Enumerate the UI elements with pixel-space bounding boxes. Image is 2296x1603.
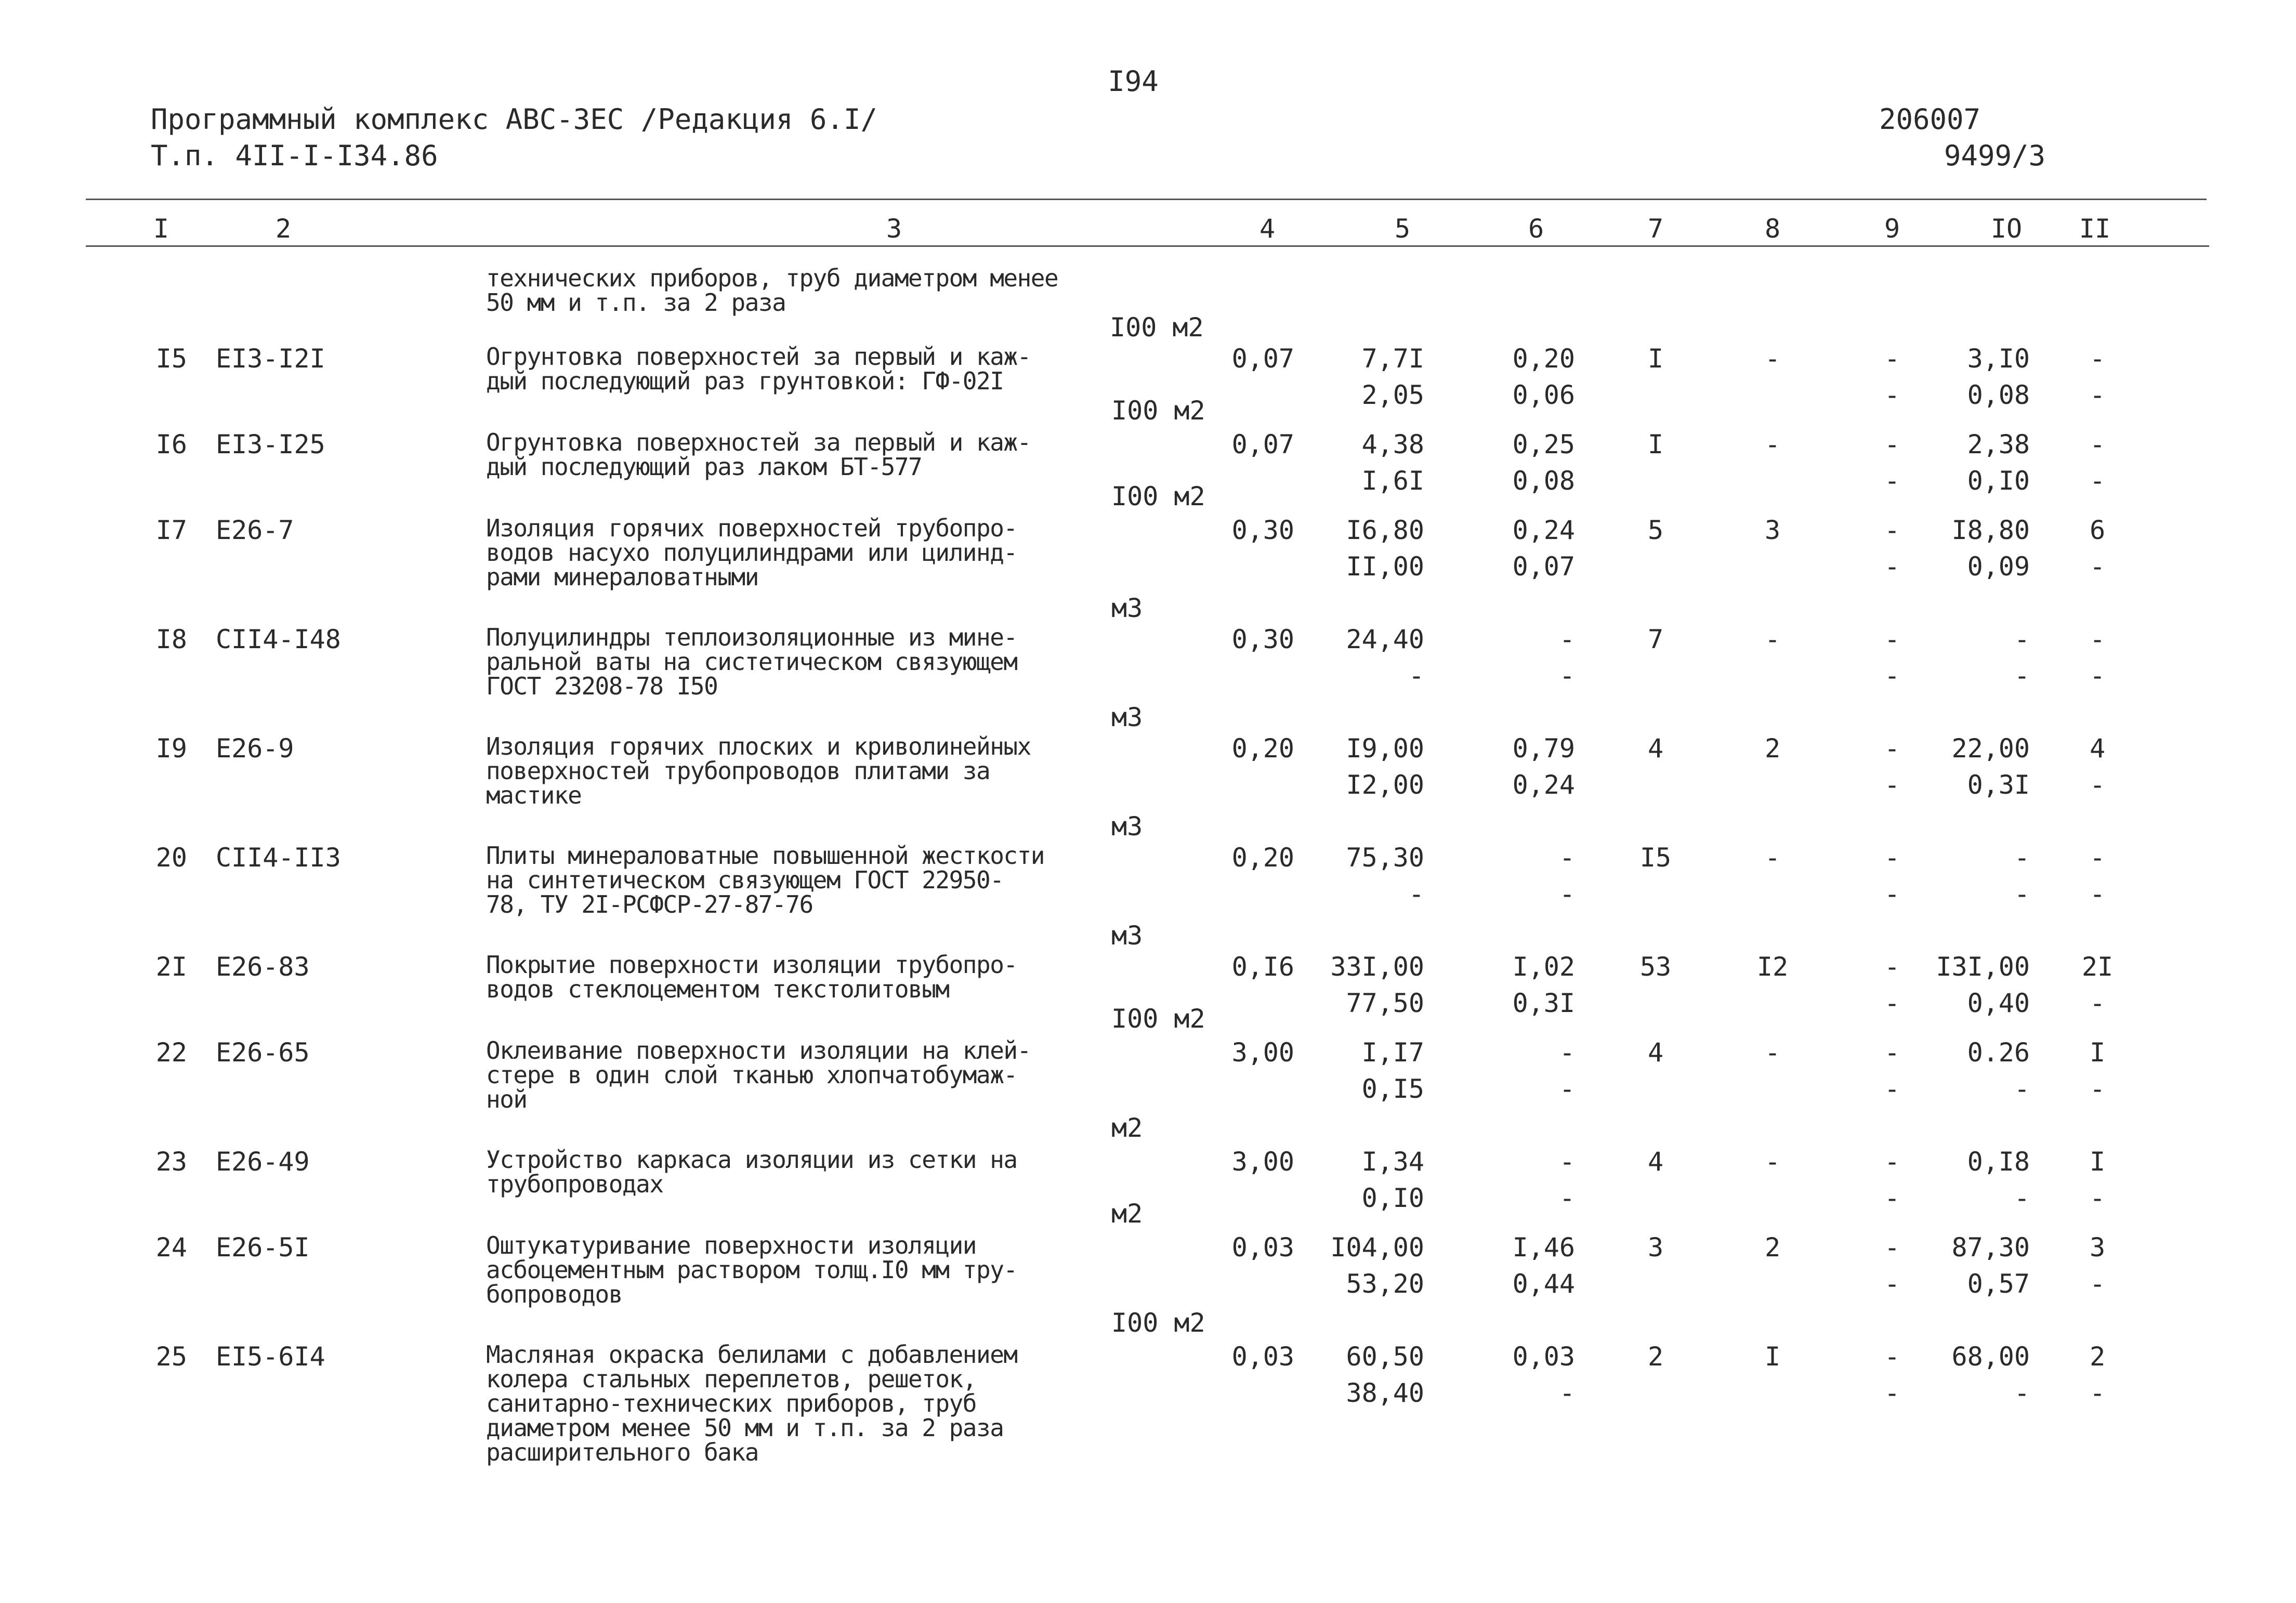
cell-col11-line2: - (2089, 551, 2106, 582)
header-rule-bottom (86, 245, 2209, 247)
cell-col7: I (1647, 429, 1664, 459)
cell-col11-line2: - (2089, 1378, 2106, 1408)
cell-col5-line2: I2,00 (1346, 770, 1424, 800)
cell-col5-line2: 0,I0 (1361, 1183, 1424, 1213)
row-unit: I00 м2 (1111, 1308, 1205, 1338)
cell-col9-line1: - (1884, 429, 1900, 459)
cell-col6-line1: - (1559, 624, 1575, 654)
cell-col6-line2: - (1559, 1378, 1575, 1408)
cell-col5-line1: 24,40 (1346, 624, 1424, 654)
cell-col11-line1: - (2089, 429, 2106, 459)
cell-col9-line2: - (1884, 1074, 1900, 1104)
cell-col5-line1: 75,30 (1346, 843, 1424, 873)
row-unit: м2 (1111, 1199, 1143, 1229)
row-description: Полуцилиндры теплоизоляционные из мине- ральной ваты на систетическом связующем ГОСТ 23208-78 I50 (486, 623, 1017, 700)
cell-col5-line2: 0,I5 (1361, 1074, 1424, 1104)
cell-col5-line2: - (1408, 879, 1424, 909)
cell-col10-line1: I8,80 (1951, 515, 2030, 545)
row-number: 24 (155, 1232, 187, 1263)
cell-col11-line2: - (2089, 661, 2106, 691)
row-number: I6 (155, 429, 187, 459)
cell-col6-line1: - (1559, 843, 1575, 873)
project-line: Т.п. 4II-I-I34.86 (151, 139, 438, 172)
cell-col11-line1: 2I (2081, 952, 2114, 982)
cell-col8: - (1764, 344, 1781, 374)
cell-col11-line2: - (2089, 879, 2106, 909)
column-header-3: 3 (886, 214, 902, 244)
column-header-2: 2 (275, 214, 292, 244)
cell-col5-line2: - (1408, 661, 1424, 691)
cell-col7: 3 (1647, 1232, 1664, 1263)
column-header-10: IO (1990, 214, 2023, 244)
row-description: Изоляция горячих поверхностей трубопро- водов насухо полуцилиндрами или цилинд- рами минераловатными (486, 514, 1017, 591)
row-description: Плиты минераловатные повышенной жесткости на синтетическом связующем ГОСТ 22950- 78, ТУ 2I-РСФСР-27-87-76 (486, 842, 1044, 918)
cell-col9-line2: - (1884, 1183, 1900, 1213)
cell-col5-line2: 77,50 (1346, 988, 1424, 1018)
cell-col11-line1: - (2089, 843, 2106, 873)
cell-col7: 5 (1647, 515, 1664, 545)
cell-col8: - (1764, 429, 1781, 459)
cell-col6-line1: - (1559, 1147, 1575, 1177)
doc-code: 206007 (1879, 103, 1981, 136)
cell-col6-line1: - (1559, 1037, 1575, 1068)
cell-col8: 2 (1764, 733, 1781, 764)
cell-col7: I (1647, 344, 1664, 374)
cell-col4: 3,00 (1231, 1037, 1294, 1068)
row-code: E26-5I (216, 1232, 310, 1263)
cell-col9-line2: - (1884, 879, 1900, 909)
row-code: E26-65 (216, 1037, 310, 1068)
cell-col4: 3,00 (1231, 1147, 1294, 1177)
row-description: Масляная окраска белилами с добавлением колера стальных переплетов, решеток, санитарно-технических приборов, труб диаметром менее 50 мм и т.п. за 2 раза расширительного бака (486, 1341, 1017, 1466)
cell-col10-line2: 0,40 (1967, 988, 2030, 1018)
cell-col9-line1: - (1884, 733, 1900, 764)
column-header-9: 9 (1884, 214, 1900, 244)
cell-col6-line2: 0,06 (1512, 380, 1575, 410)
cell-col10-line2: - (2014, 1074, 2030, 1104)
row-code: E26-9 (216, 733, 294, 764)
cell-col5-line2: II,00 (1346, 551, 1424, 582)
row-unit: м3 (1111, 921, 1143, 951)
cell-col5-line1: 60,50 (1346, 1342, 1424, 1372)
row-number: 23 (155, 1147, 187, 1177)
cell-col10-line1: 2,38 (1967, 429, 2030, 459)
cell-col9-line1: - (1884, 952, 1900, 982)
cell-col4: 0,07 (1231, 429, 1294, 459)
row-unit: м2 (1111, 1113, 1143, 1143)
cell-col4: 0,30 (1231, 515, 1294, 545)
cell-col10-line2: 0,3I (1967, 770, 2030, 800)
row-description: Устройство каркаса изоляции из сетки на трубопроводах (486, 1146, 1017, 1198)
cell-col9-line1: - (1884, 344, 1900, 374)
cell-col6-line1: I,46 (1512, 1232, 1575, 1263)
sheet-code: 9499/3 (1944, 139, 2045, 172)
cell-col8: I (1764, 1342, 1781, 1372)
cell-col7: 4 (1647, 1147, 1664, 1177)
cell-col11-line2: - (2089, 988, 2106, 1018)
cell-col5-line1: I,I7 (1361, 1037, 1424, 1068)
cell-col6-line2: - (1559, 1183, 1575, 1213)
cell-col10-line1: 87,30 (1951, 1232, 2030, 1263)
cell-col11-line2: - (2089, 1074, 2106, 1104)
cell-col6-line2: - (1559, 1074, 1575, 1104)
row-unit: м3 (1111, 593, 1143, 623)
row-code: CII4-I48 (216, 624, 341, 654)
row-unit: I00 м2 (1111, 1004, 1205, 1034)
cell-col4: 0,20 (1231, 733, 1294, 764)
cell-col10-line1: 22,00 (1951, 733, 2030, 764)
cell-col4: 0,I6 (1231, 952, 1294, 982)
cell-col5-line1: 4,38 (1361, 429, 1424, 459)
cell-col10-line2: - (2014, 661, 2030, 691)
cell-col10-line1: - (2014, 624, 2030, 654)
cell-col5-line2: 38,40 (1346, 1378, 1424, 1408)
cell-col6-line2: 0,08 (1512, 466, 1575, 496)
row-number: I7 (155, 515, 187, 545)
cell-col10-line2: - (2014, 1378, 2030, 1408)
cell-col9-line1: - (1884, 1037, 1900, 1068)
row-code: EI5-6I4 (216, 1342, 325, 1372)
cell-col7: I5 (1639, 843, 1672, 873)
cell-col4: 0,03 (1231, 1232, 1294, 1263)
cell-col6-line1: I,02 (1512, 952, 1575, 982)
cell-col7: 2 (1647, 1342, 1664, 1372)
cell-col11-line1: - (2089, 344, 2106, 374)
cell-col10-line2: 0,08 (1967, 380, 2030, 410)
cell-col6-line1: 0,25 (1512, 429, 1575, 459)
row-description: Оклеивание поверхности изоляции на клей- стере в один слой тканью хлопчатобумаж- ной (486, 1036, 1031, 1113)
cell-col8: - (1764, 1037, 1781, 1068)
cell-col4: 0,30 (1231, 624, 1294, 654)
row-code: E26-83 (216, 952, 310, 982)
column-header-1: I (153, 214, 169, 244)
row-description: Огрунтовка поверхностей за первый и каж- дый последующий раз грунтовкой: ГФ-02I (486, 343, 1031, 395)
row-code: EI3-I2I (216, 344, 325, 374)
cell-col5-line1: 7,7I (1361, 344, 1424, 374)
cell-col9-line2: - (1884, 1378, 1900, 1408)
row-unit: I00 м2 (1111, 481, 1205, 511)
row-number: I8 (155, 624, 187, 654)
cell-col9-line1: - (1884, 1342, 1900, 1372)
column-header-8: 8 (1764, 214, 1781, 244)
row-description: Покрытие поверхности изоляции трубопро- водов стеклоцементом текстолитовым (486, 951, 1017, 1003)
cell-col6-line2: 0,07 (1512, 551, 1575, 582)
cell-col6-line1: 0,79 (1512, 733, 1575, 764)
cell-col9-line1: - (1884, 515, 1900, 545)
cell-col6-line1: 0,03 (1512, 1342, 1575, 1372)
cell-col5-line1: I,34 (1361, 1147, 1424, 1177)
cell-col9-line2: - (1884, 380, 1900, 410)
cell-col8: - (1764, 624, 1781, 654)
cell-col8: - (1764, 1147, 1781, 1177)
column-header-4: 4 (1259, 214, 1276, 244)
cell-col10-line1: - (2014, 843, 2030, 873)
header-rule-top (86, 199, 2207, 200)
page-number: I94 (1108, 65, 1159, 98)
row-unit: I00 м2 (1111, 396, 1205, 426)
cell-col6-line2: - (1559, 661, 1575, 691)
cell-col9-line2: - (1884, 466, 1900, 496)
cell-col7: 53 (1639, 952, 1672, 982)
cell-col11-line2: - (2089, 1269, 2106, 1299)
cell-col5-line2: 53,20 (1346, 1269, 1424, 1299)
cell-col10-line2: 0,57 (1967, 1269, 2030, 1299)
row-description: Оштукатуривание поверхности изоляции асбоцементным раствором толщ.I0 мм тру- бопроводов (486, 1231, 1017, 1308)
cell-col9-line2: - (1884, 661, 1900, 691)
cell-col11-line1: - (2089, 624, 2106, 654)
cell-col9-line2: - (1884, 770, 1900, 800)
cell-col11-line2: - (2089, 466, 2106, 496)
cell-col6-line2: 0,24 (1512, 770, 1575, 800)
cell-col6-line1: 0,20 (1512, 344, 1575, 374)
cell-col9-line2: - (1884, 1269, 1900, 1299)
row-unit: м3 (1111, 702, 1143, 732)
column-header-7: 7 (1647, 214, 1664, 244)
cell-col5-line2: 2,05 (1361, 380, 1424, 410)
cell-col9-line2: - (1884, 988, 1900, 1018)
row-number: 2I (155, 952, 187, 982)
cell-col5-line1: I04,00 (1330, 1232, 1424, 1263)
row-number: 22 (155, 1037, 187, 1068)
cell-col6-line2: - (1559, 879, 1575, 909)
cell-col5-line1: I6,80 (1346, 515, 1424, 545)
cell-col11-line1: 6 (2089, 515, 2106, 545)
cell-col11-line2: - (2089, 770, 2106, 800)
column-header-5: 5 (1394, 214, 1411, 244)
cell-col6-line1: 0,24 (1512, 515, 1575, 545)
program-line: Программный комплекс АВС-ЗЕС /Редакция 6.I/ (151, 103, 877, 136)
row-number: 20 (155, 843, 187, 873)
row-number: I5 (155, 344, 187, 374)
cell-col10-line1: 68,00 (1951, 1342, 2030, 1372)
row-number: 25 (155, 1342, 187, 1372)
cell-col11-line1: 3 (2089, 1232, 2106, 1263)
continuation-description: технических приборов, труб диаметром менее 50 мм и т.п. за 2 раза (486, 264, 1058, 317)
cell-col6-line2: 0,44 (1512, 1269, 1575, 1299)
cell-col4: 0,03 (1231, 1342, 1294, 1372)
cell-col10-line2: - (2014, 879, 2030, 909)
cell-col10-line1: 3,I0 (1967, 344, 2030, 374)
column-header-6: 6 (1528, 214, 1544, 244)
cell-col11-line1: 4 (2089, 733, 2106, 764)
column-header-11: II (2079, 214, 2111, 244)
row-description: Огрунтовка поверхностей за первый и каж- дый последующий раз лаком БТ-577 (486, 428, 1031, 481)
cell-col11-line1: 2 (2089, 1342, 2106, 1372)
cell-col8: - (1764, 843, 1781, 873)
cell-col7: 4 (1647, 1037, 1664, 1068)
cell-col8: I2 (1756, 952, 1789, 982)
row-code: E26-49 (216, 1147, 310, 1177)
continuation-unit: I00 м2 (1110, 312, 1204, 343)
row-number: I9 (155, 733, 187, 764)
cell-col11-line1: I (2089, 1037, 2106, 1068)
cell-col10-line2: - (2014, 1183, 2030, 1213)
row-code: EI3-I25 (216, 429, 325, 459)
cell-col10-line1: 0,I8 (1967, 1147, 2030, 1177)
cell-col11-line2: - (2089, 1183, 2106, 1213)
cell-col5-line2: I,6I (1361, 466, 1424, 496)
cell-col8: 2 (1764, 1232, 1781, 1263)
row-unit: м3 (1111, 811, 1143, 842)
row-code: CII4-II3 (216, 843, 341, 873)
cell-col4: 0,20 (1231, 843, 1294, 873)
row-code: E26-7 (216, 515, 294, 545)
cell-col9-line1: - (1884, 843, 1900, 873)
cell-col10-line2: 0,09 (1967, 551, 2030, 582)
cell-col11-line1: I (2089, 1147, 2106, 1177)
row-description: Изоляция горячих плоских и криволинейных поверхностей трубопроводов плитами за мастике (486, 732, 1031, 809)
cell-col10-line2: 0,I0 (1967, 466, 2030, 496)
cell-col5-line1: I9,00 (1346, 733, 1424, 764)
cell-col5-line1: 33I,00 (1330, 952, 1424, 982)
cell-col9-line1: - (1884, 624, 1900, 654)
cell-col7: 7 (1647, 624, 1664, 654)
cell-col9-line1: - (1884, 1147, 1900, 1177)
cell-col4: 0,07 (1231, 344, 1294, 374)
cell-col11-line2: - (2089, 380, 2106, 410)
cell-col8: 3 (1764, 515, 1781, 545)
cell-col7: 4 (1647, 733, 1664, 764)
cell-col9-line1: - (1884, 1232, 1900, 1263)
cell-col10-line1: I3I,00 (1936, 952, 2030, 982)
cell-col10-line1: 0.26 (1967, 1037, 2030, 1068)
cell-col9-line2: - (1884, 551, 1900, 582)
cell-col6-line2: 0,3I (1512, 988, 1575, 1018)
